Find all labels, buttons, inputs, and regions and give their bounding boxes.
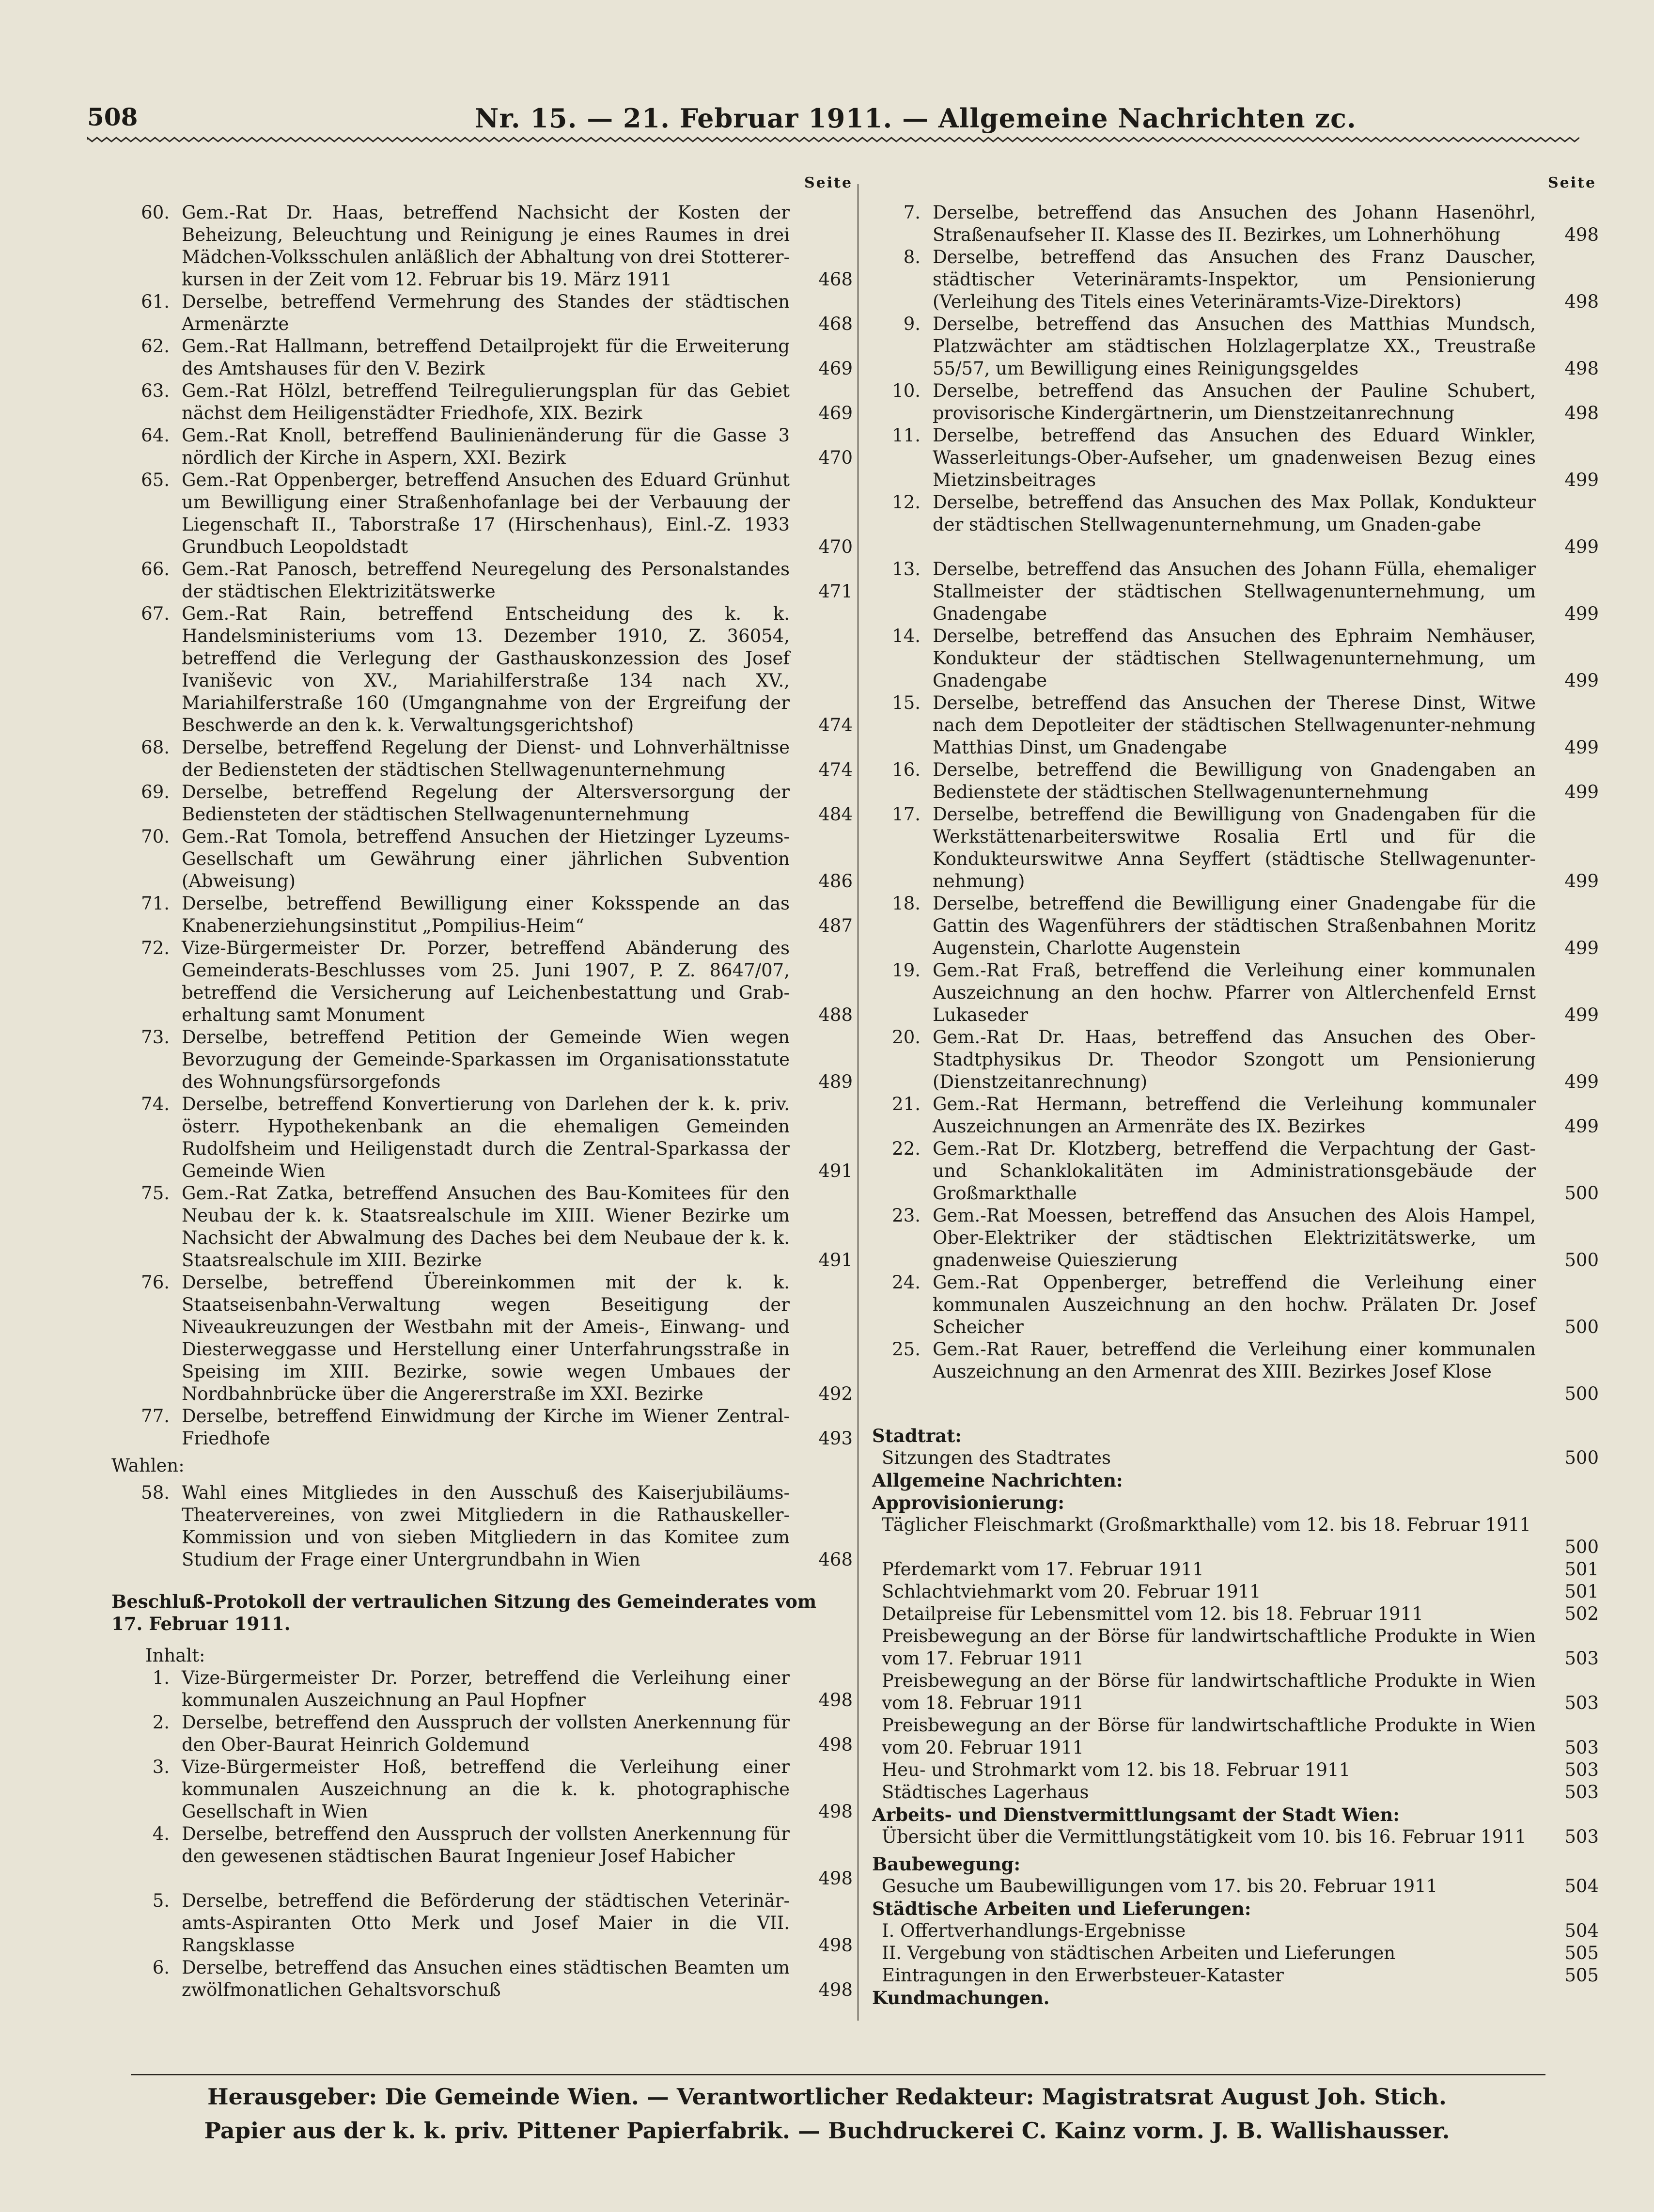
toc-entry xyxy=(121,781,853,826)
toc-entry xyxy=(121,380,853,424)
entry-text: Derselbe, betreffend die Bewilligung von Gnadengaben für die Werkstättenarbeiterswitwe Rosalia Ertl und für die Kondukteurswitwe Anna Seyffert (städtische Stellwagenunter-nehmung) xyxy=(933,804,1536,892)
entry-page-ref: 474 xyxy=(818,715,853,736)
toc-entry xyxy=(872,202,1599,246)
entry-page-ref: 498 xyxy=(1564,358,1599,379)
entry-page-ref: 503 xyxy=(1564,1826,1599,1847)
section-staedtische-label: Städtische Arbeiten und Lieferungen: xyxy=(872,1898,1251,1919)
toc-entry xyxy=(121,424,853,469)
entry-number: 75. xyxy=(141,1183,170,1204)
entry-page-ref: 488 xyxy=(818,1004,853,1025)
entry-page-ref: 505 xyxy=(1564,1965,1599,1986)
entry-page-ref: 503 xyxy=(1564,1737,1599,1758)
toc-entry xyxy=(872,1826,1599,1848)
entry-text: Schlachtviehmarkt vom 20. Februar 1911 xyxy=(882,1581,1261,1602)
entry-number: 60. xyxy=(141,202,170,223)
toc-entry xyxy=(121,335,853,380)
entry-number: 1. xyxy=(152,1667,170,1688)
entry-number: 8. xyxy=(903,247,921,267)
entry-number: 67. xyxy=(141,603,170,624)
toc-entry xyxy=(872,246,1599,313)
toc-entry xyxy=(872,959,1599,1026)
entry-page-ref: 487 xyxy=(818,915,853,936)
entry-page-ref: 503 xyxy=(1564,1782,1599,1803)
entry-text: Gem.-Rat Moessen, betreffend das Ansuchen des Alois Hampel, Ober-Elektriker der städtischen Elektrizitätswerke, um gnadenweise Quieszierung xyxy=(933,1205,1536,1271)
entry-text: Detailpreise für Lebensmittel vom 12. bis 18. Februar 1911 xyxy=(882,1603,1423,1624)
entry-page-ref: 504 xyxy=(1564,1920,1599,1941)
footer-publisher-line: Herausgeber: Die Gemeinde Wien. — Verantwortlicher Redakteur: Magistratsrat August Joh. Stich. xyxy=(207,2084,1447,2110)
entry-text: Preisbewegung an der Börse für landwirtschaftliche Produkte in Wien vom 18. Februar 1911 xyxy=(882,1670,1536,1713)
entry-text: Gesuche um Baubewilligungen vom 17. bis 20. Februar 1911 xyxy=(882,1876,1438,1897)
entry-text: Derselbe, betreffend Regelung der Dienst- und Lohnverhältnisse der Bediensteten der städtischen Stellwagenunternehmung xyxy=(182,737,790,780)
entry-number: 72. xyxy=(141,938,170,958)
toc-entry xyxy=(872,1338,1599,1405)
toc-entry xyxy=(872,803,1599,893)
toc-entry xyxy=(872,1942,1599,1964)
toc-entry xyxy=(872,1964,1599,1987)
entry-page-ref: 499 xyxy=(1564,1004,1599,1025)
entry-number: 68. xyxy=(141,737,170,758)
toc-entry xyxy=(872,1205,1599,1271)
entry-page-ref: 501 xyxy=(1564,1559,1599,1580)
entry-page-ref: 491 xyxy=(818,1250,853,1271)
entry-number: 10. xyxy=(892,380,921,401)
toc-entry xyxy=(121,937,853,1026)
entry-page-ref: 499 xyxy=(1564,470,1599,490)
entry-page-ref: 500 xyxy=(1564,1250,1599,1271)
toc-entry xyxy=(872,1093,1599,1138)
entry-page-ref: 498 xyxy=(818,1690,853,1710)
entry-page-ref: 489 xyxy=(818,1071,853,1092)
toc-entry xyxy=(872,558,1599,625)
entry-number: 22. xyxy=(892,1138,921,1159)
entry-number: 14. xyxy=(892,626,921,646)
entry-number: 5. xyxy=(152,1890,170,1911)
entry-number: 20. xyxy=(892,1027,921,1048)
toc-entry xyxy=(121,1182,853,1271)
toc-entry xyxy=(872,424,1599,491)
entry-text: Derselbe, betreffend das Ansuchen eines städtischen Beamten um zwölfmonatlichen Gehaltsvorschuß xyxy=(182,1957,790,2000)
kundmachungen-label: Kundmachungen. xyxy=(872,1987,1050,2008)
entry-page-ref: 484 xyxy=(818,804,853,825)
entry-text: Gem.-Rat Dr. Klotzberg, betreffend die Verpachtung der Gast- und Schanklokalitäten im Administrationsgebäude der Großmarkthalle xyxy=(933,1138,1536,1204)
toc-entry xyxy=(872,380,1599,424)
entry-page-ref: 503 xyxy=(1564,1759,1599,1780)
entry-page-ref: 471 xyxy=(818,581,853,602)
entry-page-ref: 486 xyxy=(818,871,853,892)
entry-page-ref: 499 xyxy=(1564,871,1599,892)
entry-text: Derselbe, betreffend Übereinkommen mit der k. k. Staatseisenbahn-Verwaltung wegen Beseitigung der Niveaukreuzungen der Westbahn mit der Ameis-, Einwang- und Diesterweggasse und Herstellung einer Unterfahrungsstraße in Speising im XIII. Bezirke, sowie wegen Umbaues der Nordbahnbrücke über die Angererstraße im XXI. Bezirke xyxy=(182,1272,790,1404)
entry-page-ref: 491 xyxy=(818,1161,853,1181)
toc-entry xyxy=(121,558,853,603)
entry-page-ref: 500 xyxy=(1564,1383,1599,1404)
entry-number: 58. xyxy=(141,1482,170,1503)
section-approvisionierung-label: Approvisionierung: xyxy=(872,1492,1065,1513)
entry-text: Derselbe, betreffend den Ausspruch der vollsten Anerkennung für den gewesenen städtischen Baurat Ingenieur Josef Habicher xyxy=(182,1823,790,1867)
entry-page-ref: 498 xyxy=(1564,224,1599,245)
entry-page-ref: 505 xyxy=(1564,1943,1599,1963)
entry-number: 19. xyxy=(892,960,921,981)
entry-page-ref: 503 xyxy=(1564,1648,1599,1669)
entry-text: Derselbe, betreffend Regelung der Altersversorgung der Bediensteten der städtischen Stellwagenunternehmung xyxy=(182,782,790,825)
page-header xyxy=(87,103,1579,141)
entry-page-ref: 468 xyxy=(818,1549,853,1570)
entry-text: Gem.-Rat Hallmann, betreffend Detailprojekt für die Erweiterung des Amtshauses für den V. Bezirk xyxy=(182,336,790,379)
entry-text: Täglicher Fleischmarkt (Großmarkthalle) vom 12. bis 18. Februar 1911 xyxy=(882,1514,1531,1535)
entry-text: Preisbewegung an der Börse für landwirtschaftliche Produkte in Wien vom 20. Februar 1911 xyxy=(882,1715,1536,1758)
entry-text: Derselbe, betreffend Vermehrung des Standes der städtischen Armenärzte xyxy=(182,291,790,334)
toc-entry xyxy=(872,1603,1599,1625)
entry-text: Derselbe, betreffend das Ansuchen der Pauline Schubert, provisorische Kindergärtnerin, um Dienstzeitanrechnung xyxy=(933,380,1536,424)
entry-page-ref: 499 xyxy=(1564,603,1599,624)
entry-text: Pferdemarkt vom 17. Februar 1911 xyxy=(882,1559,1204,1580)
toc-entry xyxy=(121,1957,853,2001)
toc-entry xyxy=(872,1447,1599,1469)
entry-text: I. Offertverhandlungs-Ergebnisse xyxy=(882,1920,1186,1941)
entry-text: Gem.-Rat Rain, betreffend Entscheidung des k. k. Handelsministeriums vom 13. Dezember 1910, Z. 36054, betreffend die Verlegung der Gasthauskonzession des Josef Ivaniševic von XV., Mariahilferstraße 134 nach XV., Mariahilferstraße 160 (Umgangnahme von der Ergreifung der Beschwerde an den k. k. Verwaltungsgerichtshof) xyxy=(182,603,790,736)
entry-page-ref: 503 xyxy=(1564,1693,1599,1713)
toc-entry xyxy=(872,1920,1599,1942)
entry-number: 64. xyxy=(141,425,170,446)
entry-number: 18. xyxy=(892,893,921,914)
entry-page-ref: 500 xyxy=(1564,1317,1599,1337)
toc-entry xyxy=(872,1138,1599,1205)
entry-page-ref: 469 xyxy=(818,403,853,424)
entry-text: Gem.-Rat Zatka, betreffend Ansuchen des Bau-Komitees für den Neubau der k. k. Staatsrealschule im XIII. Wiener Bezirke um Nachsicht der Abwalmung des Daches bei dem Neubaue der k. k. Staatsrealschule im XIII. Bezirke xyxy=(182,1183,790,1271)
entry-text: Derselbe, betreffend die Bewilligung von Gnadengaben an Bedienstete der städtischen Stellwagenunternehmung xyxy=(933,759,1536,802)
entry-text: Gem.-Rat Rauer, betreffend die Verleihung einer kommunalen Auszeichnung an den Armenrat des XIII. Bezirkes Josef Klose xyxy=(933,1339,1536,1382)
entry-page-ref: 504 xyxy=(1564,1876,1599,1897)
entry-text: II. Vergebung von städtischen Arbeiten und Lieferungen xyxy=(882,1943,1396,1963)
entry-text: Derselbe, betreffend Konvertierung von Darlehen der k. k. priv. österr. Hypothekenbank an die ehemaligen Gemeinden Rudolfsheim und Heiligenstadt durch die Zentral-Sparkassa der Gemeinde Wien xyxy=(182,1094,790,1181)
entry-text: Derselbe, betreffend das Ansuchen des Johann Fülla, ehemaliger Stallmeister der städtischen Stellwagenunternehmung, um Gnadengabe xyxy=(933,559,1536,624)
toc-entry xyxy=(121,603,853,737)
entry-page-ref: 493 xyxy=(818,1428,853,1449)
page-number: 508 xyxy=(87,103,138,131)
entry-number: 25. xyxy=(892,1339,921,1360)
entry-page-ref: 499 xyxy=(1564,938,1599,958)
toc-entry xyxy=(121,893,853,937)
running-title: Nr. 15. — 21. Februar 1911. — Allgemeine Nachrichten zc. xyxy=(475,103,1357,134)
entry-page-ref: 499 xyxy=(1564,536,1599,557)
entry-text: Derselbe, betreffend die Bewilligung einer Gnadengabe für die Gattin des Wagenführers der städtischen Straßenbahnen Moritz Augenstein, Charlotte Augenstein xyxy=(933,893,1536,958)
toc-entry xyxy=(872,1514,1599,1558)
toc-entry xyxy=(121,1667,853,1711)
toc-entry xyxy=(872,1714,1599,1759)
entry-number: 62. xyxy=(141,336,170,357)
entry-text: Derselbe, betreffend Einwidmung der Kirche im Wiener Zentral-Friedhofe xyxy=(182,1406,790,1449)
entry-page-ref: 474 xyxy=(818,759,853,780)
entry-number: 17. xyxy=(892,804,921,825)
entry-text: Derselbe, betreffend das Ansuchen des Eduard Winkler, Wasserleitungs-Ober-Aufseher, um gnadenweisen Bezug eines Mietzinsbeitrages xyxy=(933,425,1536,490)
entry-text: Wahl eines Mitgliedes in den Ausschuß des Kaiserjubiläums-Theatervereines, von zwei Mitgliedern in die Rathauskeller-Kommission und von sieben Mitgliedern in das Komitee zum Studium der Frage einer Untergrundbahn in Wien xyxy=(182,1482,790,1570)
entry-page-ref: 499 xyxy=(1564,670,1599,691)
entry-page-ref: 499 xyxy=(1564,1071,1599,1092)
entry-text: Derselbe, betreffend das Ansuchen des Ephraim Nemhäuser, Kondukteur der städtischen Stellwagenunternehmung, um Gnadengabe xyxy=(933,626,1536,691)
toc-entry xyxy=(872,1581,1599,1603)
entry-page-ref: 498 xyxy=(818,1935,853,1956)
entry-number: 76. xyxy=(141,1272,170,1293)
seite-label-left: Seite xyxy=(804,174,853,191)
toc-entry xyxy=(121,1756,853,1823)
toc-entry xyxy=(121,1823,853,1890)
entry-page-ref: 468 xyxy=(818,269,853,290)
entry-text: Vize-Bürgermeister Dr. Porzer, betreffend Abänderung des Gemeinderats-Beschlusses vom 25. Juni 1907, P. Z. 8647/07, betreffend die Versicherung auf Leichenbestattung und Grab-erhaltung samt Monument xyxy=(182,938,790,1025)
seite-label-right: Seite xyxy=(1548,174,1597,191)
entry-number: 9. xyxy=(903,314,921,334)
entry-page-ref: 470 xyxy=(818,447,853,468)
entry-text: Städtisches Lagerhaus xyxy=(882,1782,1089,1803)
entry-number: 21. xyxy=(892,1094,921,1114)
entry-text: Derselbe, betreffend das Ansuchen der Therese Dinst, Witwe nach dem Depotleiter der städtischen Stellwagenunter-nehmung Matthias Dinst, um Gnadengabe xyxy=(933,692,1536,758)
entry-page-ref: 499 xyxy=(1564,782,1599,802)
entry-text: Eintragungen in den Erwerbsteuer-Kataster xyxy=(882,1965,1284,1986)
entry-number: 73. xyxy=(141,1027,170,1048)
toc-entry xyxy=(121,469,853,558)
footer-rule xyxy=(131,2074,1545,2075)
toc-entry xyxy=(121,291,853,335)
toc-entry xyxy=(872,1026,1599,1093)
entry-number: 70. xyxy=(141,826,170,847)
entry-text: Vize-Bürgermeister Dr. Porzer, betreffend die Verleihung einer kommunalen Auszeichnung an Paul Hopfner xyxy=(182,1667,790,1710)
entry-number: 6. xyxy=(152,1957,170,1978)
toc-entry xyxy=(872,692,1599,759)
toc-entry xyxy=(121,1890,853,1957)
section-allgemeine-label: Allgemeine Nachrichten: xyxy=(872,1470,1123,1491)
section-stadtrat-label: Stadtrat: xyxy=(872,1425,962,1446)
entry-number: 66. xyxy=(141,559,170,580)
toc-entry xyxy=(121,1405,853,1450)
entry-number: 23. xyxy=(892,1205,921,1226)
entry-number: 69. xyxy=(141,782,170,802)
entry-page-ref: 500 xyxy=(1564,1537,1599,1557)
entry-page-ref: 498 xyxy=(1564,403,1599,424)
toc-entry xyxy=(121,202,853,291)
toc-entry xyxy=(872,1781,1599,1804)
entry-number: 71. xyxy=(141,893,170,914)
toc-entry xyxy=(872,1558,1599,1581)
entry-number: 16. xyxy=(892,759,921,780)
toc-entry xyxy=(121,1271,853,1405)
toc-entry xyxy=(872,1875,1599,1898)
entry-page-ref: 498 xyxy=(818,1979,853,2000)
toc-entry xyxy=(121,1093,853,1182)
entry-text: Derselbe, betreffend das Ansuchen des Franz Dauscher, städtischer Veterinäramts-Inspektor, um Pensionierung (Verleihung des Titels eines Veterinäramts-Vize-Direktors) xyxy=(933,247,1536,312)
header-wavy-rule xyxy=(87,137,1579,142)
entry-text: Derselbe, betreffend das Ansuchen des Johann Hasenöhrl, Straßenaufseher II. Klasse des II. Bezirkes, um Lohnerhöhung xyxy=(933,202,1536,245)
entry-page-ref: 498 xyxy=(818,1801,853,1822)
entry-text: Derselbe, betreffend den Ausspruch der vollsten Anerkennung für den Ober-Baurat Heinrich Goldemund xyxy=(182,1712,790,1755)
toc-entry xyxy=(872,1759,1599,1781)
entry-text: Gem.-Rat Oppenberger, betreffend die Verleihung einer kommunalen Auszeichnung an den hochw. Prälaten Dr. Josef Scheicher xyxy=(933,1272,1536,1337)
entry-page-ref: 492 xyxy=(818,1383,853,1404)
entry-number: 12. xyxy=(892,492,921,513)
entry-text: Sitzungen des Stadtrates xyxy=(882,1447,1111,1468)
entry-page-ref: 502 xyxy=(1564,1603,1599,1624)
toc-entry xyxy=(121,1482,853,1571)
entry-text: Heu- und Strohmarkt vom 12. bis 18. Februar 1911 xyxy=(882,1759,1351,1780)
entry-text: Gem.-Rat Dr. Haas, betreffend Nachsicht der Kosten der Beheizung, Beleuchtung und Reinigung je eines Raumes in drei Mädchen-Volksschulen anläßlich der Abhaltung von drei Stotterer-kursen in der Zeit vom 12. Februar bis 19. März 1911 xyxy=(182,202,790,290)
toc-entry xyxy=(872,1271,1599,1338)
entry-page-ref: 469 xyxy=(818,358,853,379)
entry-text: Derselbe, betreffend das Ansuchen des Max Pollak, Kondukteur der städtischen Stellwagenunternehmung, um Gnaden-gabe xyxy=(933,492,1536,535)
entry-number: 11. xyxy=(892,425,921,446)
entry-page-ref: 501 xyxy=(1564,1581,1599,1602)
entry-number: 74. xyxy=(141,1094,170,1114)
entry-text: Gem.-Rat Tomola, betreffend Ansuchen der Hietzinger Lyzeums-Gesellschaft um Gewährung einer jährlichen Subvention (Abweisung) xyxy=(182,826,790,892)
toc-entry xyxy=(872,313,1599,380)
toc-entry xyxy=(872,625,1599,692)
entry-number: 2. xyxy=(152,1712,170,1733)
entry-text: Gem.-Rat Fraß, betreffend die Verleihung einer kommunalen Auszeichnung an den hochw. Pfarrer von Altlerchenfeld Ernst Lukaseder xyxy=(933,960,1536,1025)
toc-entry xyxy=(872,893,1599,959)
entry-page-ref: 470 xyxy=(818,536,853,557)
entry-text: Gem.-Rat Dr. Haas, betreffend das Ansuchen des Ober-Stadtphysikus Dr. Theodor Szongott um Pensionierung (Dienstzeitanrechnung) xyxy=(933,1027,1536,1092)
protokoll-title: Beschluß-Protokoll der vertraulichen Sitzung des Gemeinderates vom 17. Februar 1911. xyxy=(111,1591,817,1634)
inhalt-label: Inhalt: xyxy=(145,1645,205,1666)
footer-printer-line: Papier aus der k. k. priv. Pittener Papierfabrik. — Buchdruckerei C. Kainz vorm. J. B. Wallishausser. xyxy=(204,2118,1450,2144)
toc-entry xyxy=(872,759,1599,803)
entry-text: Vize-Bürgermeister Hoß, betreffend die Verleihung einer kommunalen Auszeichnung an die k. k. photographische Gesellschaft in Wien xyxy=(182,1757,790,1822)
toc-entry xyxy=(121,737,853,781)
entry-page-ref: 499 xyxy=(1564,737,1599,758)
entry-text: Derselbe, betreffend Petition der Gemeinde Wien wegen Bevorzugung der Gemeinde-Sparkassen im Organisationsstatute des Wohnungsfürsorgefonds xyxy=(182,1027,790,1092)
entry-page-ref: 498 xyxy=(818,1868,853,1889)
entry-page-ref: 468 xyxy=(818,314,853,334)
entry-number: 3. xyxy=(152,1757,170,1777)
entry-number: 65. xyxy=(141,470,170,490)
toc-entry xyxy=(121,1711,853,1756)
entry-text: Gem.-Rat Hermann, betreffend die Verleihung kommunaler Auszeichnungen an Armenräte des IX. Bezirkes xyxy=(933,1094,1536,1137)
toc-entry xyxy=(872,491,1599,558)
entry-page-ref: 500 xyxy=(1564,1447,1599,1468)
entry-text: Derselbe, betreffend die Beförderung der städtischen Veterinär-amts-Aspiranten Otto Merk und Josef Maier in die VII. Rangsklasse xyxy=(182,1890,790,1956)
entry-number: 61. xyxy=(141,291,170,312)
entry-text: Gem.-Rat Knoll, betreffend Baulinienänderung für die Gasse 3 nördlich der Kirche in Aspern, XXI. Bezirk xyxy=(182,425,790,468)
entry-text: Derselbe, betreffend Bewilligung einer Koksspende an das Knabenerziehungsinstitut „Pompilius-Heim“ xyxy=(182,893,790,936)
entry-number: 24. xyxy=(892,1272,921,1293)
section-wahlen-label: Wahlen: xyxy=(111,1455,185,1476)
entry-number: 77. xyxy=(141,1406,170,1427)
entry-number: 13. xyxy=(892,559,921,580)
section-baubewegung-label: Baubewegung: xyxy=(872,1853,1021,1875)
toc-entry xyxy=(872,1625,1599,1670)
entry-number: 63. xyxy=(141,380,170,401)
entry-page-ref: 500 xyxy=(1564,1183,1599,1204)
entry-text: Gem.-Rat Panosch, betreffend Neuregelung des Personalstandes der städtischen Elektrizitätswerke xyxy=(182,559,790,602)
entry-number: 7. xyxy=(903,202,921,223)
entry-number: 4. xyxy=(152,1823,170,1844)
toc-entry xyxy=(121,826,853,893)
toc-entry xyxy=(872,1670,1599,1714)
section-arbeitsamt-label: Arbeits- und Dienstvermittlungsamt der Stadt Wien: xyxy=(872,1804,1400,1825)
entry-text: Gem.-Rat Oppenberger, betreffend Ansuchen des Eduard Grünhut um Bewilligung einer Straßenhofanlage bei der Verbauung der Liegenschaft II., Taborstraße 17 (Hirschenhaus), Einl.-Z. 1933 Grundbuch Leopoldstadt xyxy=(182,470,790,557)
entry-page-ref: 498 xyxy=(1564,291,1599,312)
entry-text: Übersicht über die Vermittlungstätigkeit vom 10. bis 16. Februar 1911 xyxy=(882,1826,1527,1847)
toc-entry xyxy=(121,1026,853,1093)
entry-page-ref: 499 xyxy=(1564,1116,1599,1137)
entry-number: 15. xyxy=(892,692,921,713)
entry-text: Gem.-Rat Hölzl, betreffend Teilregulierungsplan für das Gebiet nächst dem Heiligenstädter Friedhofe, XIX. Bezirk xyxy=(182,380,790,424)
entry-page-ref: 498 xyxy=(818,1734,853,1755)
entry-text: Derselbe, betreffend das Ansuchen des Matthias Mundsch, Platzwächter am städtischen Holzlagerplatze XX., Treustraße 55/57, um Bewilligung eines Reinigungsgeldes xyxy=(933,314,1536,379)
entry-text: Preisbewegung an der Börse für landwirtschaftliche Produkte in Wien vom 17. Februar 1911 xyxy=(882,1626,1536,1669)
